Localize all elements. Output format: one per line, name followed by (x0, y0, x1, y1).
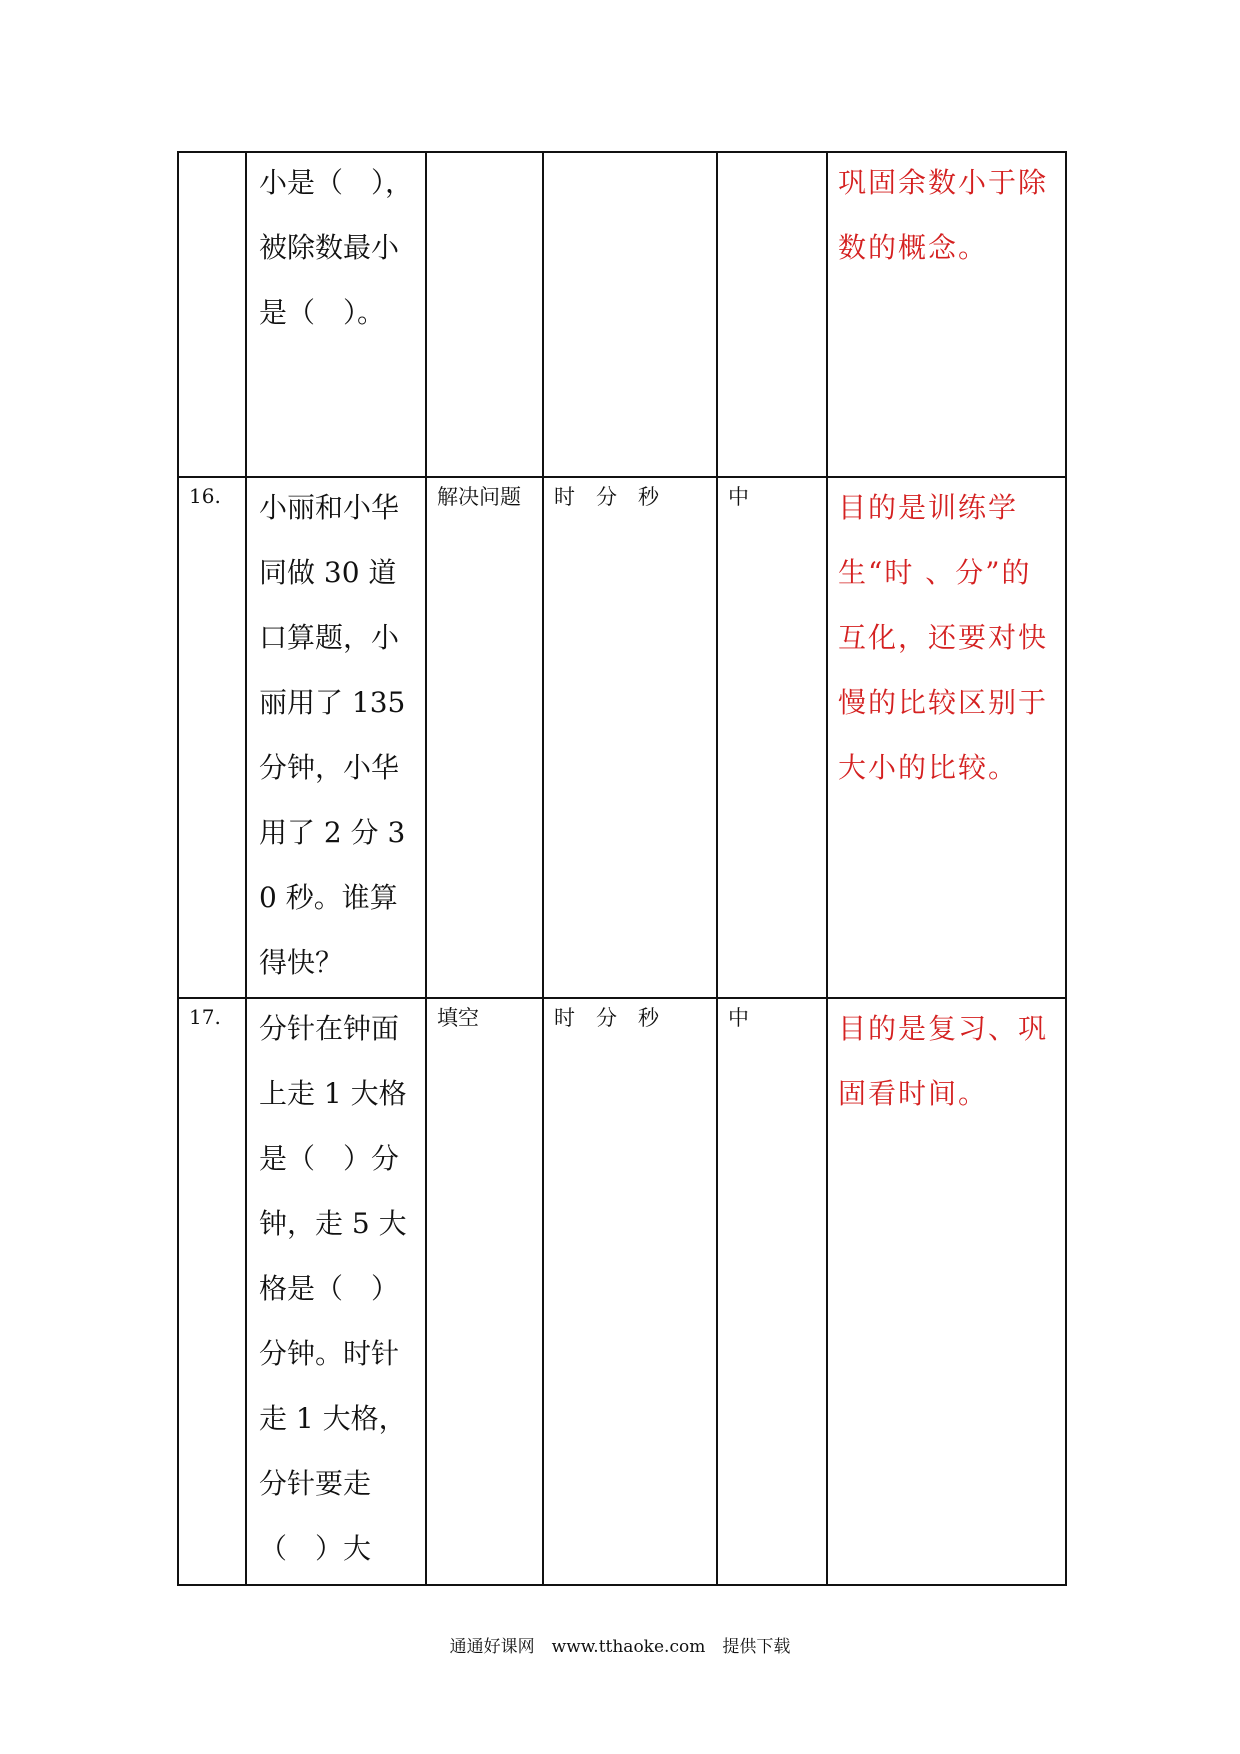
row-number-cell (178, 477, 246, 998)
table-row (178, 152, 1066, 477)
row-number-cell (178, 152, 246, 477)
row-number: 17. (189, 1005, 221, 1029)
purpose-cell (827, 477, 1066, 998)
question-type-cell (426, 477, 543, 998)
difficulty-cell (717, 152, 827, 477)
page-footer: 通通好课网 www.tthaoke.com 提供下载 (449, 1637, 791, 1657)
topic: 时 分 秒 (554, 485, 659, 509)
question-type-cell (426, 998, 543, 1585)
row-number: 16. (189, 484, 221, 508)
topic (544, 153, 716, 158)
row-number (179, 153, 245, 159)
question-type: 解决问题 (437, 485, 521, 509)
question-text: 分针在钟面上走 1 大格是（ ）分钟，走 5 大格是（ ）分钟。时针走 1 大格，分针要走（ ）大 (259, 1012, 407, 1565)
purpose-text: 目的是复习、巩固看时间。 (838, 1012, 1049, 1110)
exercise-table (177, 151, 1067, 1586)
difficulty-cell (717, 998, 827, 1585)
difficulty (718, 153, 826, 158)
topic: 时 分 秒 (554, 1006, 659, 1030)
purpose-text: 目的是训练学生“时 、分”的互化，还要对快慢的比较区别于大小的比较。 (838, 491, 1049, 784)
difficulty: 中 (728, 1006, 749, 1030)
question-cell (246, 477, 426, 998)
question-text: 小是（ ），被除数最小是（ ）。 (259, 166, 414, 329)
question-text: 小丽和小华同做 30 道口算题，小丽用了 135 分钟，小华用了 2 分 30 秒。谁算得快？ (259, 491, 415, 979)
topic-cell (543, 152, 717, 477)
question-type (427, 153, 542, 158)
question-cell (246, 998, 426, 1585)
purpose-text: 巩固余数小于除数的概念。 (838, 166, 1049, 264)
table-row (178, 998, 1066, 1585)
difficulty-cell (717, 477, 827, 998)
purpose-cell (827, 152, 1066, 477)
question-cell (246, 152, 426, 477)
topic-cell (543, 477, 717, 998)
question-type-cell (426, 152, 543, 477)
purpose-cell (827, 998, 1066, 1585)
question-type: 填空 (437, 1006, 479, 1030)
table-row (178, 477, 1066, 998)
difficulty: 中 (728, 485, 749, 509)
topic-cell (543, 998, 717, 1585)
row-number-cell (178, 998, 246, 1585)
